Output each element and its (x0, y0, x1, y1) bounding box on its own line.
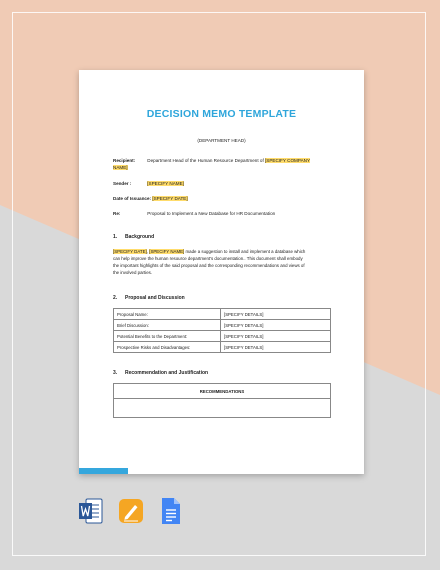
date-label: Date of Issuance: (113, 196, 152, 201)
proposal-table (113, 308, 331, 353)
section-proposal-heading: 2. Proposal and Discussion (113, 295, 185, 301)
bg-line-2: can help improve the human resource department's documentation.. This document shall embody (113, 256, 303, 261)
recipient-label: Recipient: (113, 158, 136, 163)
table-row (114, 399, 331, 418)
sender-label: Sender : (113, 181, 132, 186)
table-row: Proposal Name: [SPECIFY DETAILS] (114, 309, 331, 320)
background-paragraph (113, 248, 331, 276)
bg-line-4: the involved parties. (113, 270, 153, 275)
document-subtitle: (DEPARTMENT HEAD) (197, 138, 246, 143)
recommendations-table (113, 383, 331, 418)
recipient-field (113, 157, 310, 171)
date-placeholder: [SPECIFY DATE] (152, 196, 188, 201)
re-value: Proposal to Implement a New Database for HR Documentation (147, 211, 276, 216)
recipient-placeholder-cont: NAME] (113, 165, 128, 170)
sender-placeholder: [SPECIFY NAME] (147, 181, 184, 186)
recommendations-header: RECOMMENDATIONS (114, 384, 331, 399)
recipient-placeholder: [SPECIFY COMPANY (265, 158, 311, 163)
section-recommendation-heading: 3. Recommendation and Justification (113, 370, 209, 376)
table-row: Prospective Risks and Disadvantages: [SPECIFY DETAILS] (114, 342, 331, 353)
document-title: DECISION MEMO TEMPLATE (146, 108, 297, 120)
recipient-text: Department Head of the Human Resource Department of (147, 158, 264, 163)
table-row: Brief Discussion: [SPECIFY DETAILS] (114, 320, 331, 331)
pages-icon[interactable] (119, 497, 143, 525)
table-row: Potential Benefits to the Department: [SPECIFY DETAILS] (114, 331, 331, 342)
re-field (113, 210, 275, 217)
bg-line-1: [SPECIFY DATE], [SPECIFY NAME] made a suggestion to install and implement a database which (113, 249, 306, 254)
date-field (113, 195, 188, 202)
bg-line-3: the important highlights of the said proposal and the corresponding recommendations and views of (113, 263, 305, 268)
re-label: Re: (113, 211, 121, 216)
document-page (79, 70, 364, 474)
table-header-row (114, 384, 331, 399)
accent-bar (79, 468, 128, 474)
google-docs-icon[interactable] (159, 497, 183, 525)
word-icon[interactable] (79, 497, 103, 525)
section-background-heading: 1. Background (113, 234, 155, 240)
sender-field (113, 180, 184, 187)
